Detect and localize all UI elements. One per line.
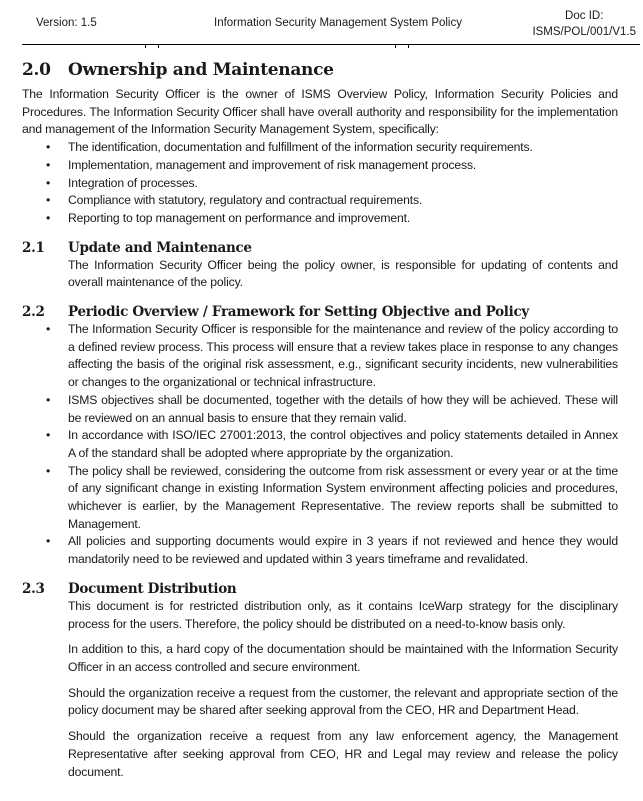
section-paragraph: Should the organization receive a request from any law enforcement agency, the Management Representative after seeking approval from CEO, HR and Legal may review and release the policy document. xyxy=(68,729,618,779)
list-item: • The policy shall be reviewed, considering the outcome from risk assessment or every year or at the time of any significant change in existing Information System environment affecting policies and procedures, whichever is earlier, by the Management Representative. The review reports shall be submitted to Management. xyxy=(46,463,618,531)
bullet-icon: • xyxy=(46,140,51,155)
bullet-icon: • xyxy=(46,428,51,443)
section-heading-2-1 xyxy=(22,239,618,257)
review-list xyxy=(22,321,618,569)
list-item: • In accordance with ISO/IEC 27001:2013, the control objectives and policy statements detailed in Annex A of the standard shall be adopted where appropriate by the organization. xyxy=(46,428,618,460)
section-paragraph: Should the organization receive a request from the customer, the relevant and appropriate section of the policy document may be shared after seeking approval from the CEO, HR and Department Head. xyxy=(68,685,618,718)
section-number: 2.2 xyxy=(22,304,45,321)
header-divider-tick xyxy=(395,44,396,48)
list-item: • Implementation, management and improvement of risk management process. xyxy=(22,157,618,175)
header-divider-tick xyxy=(145,44,146,48)
header-divider-tick xyxy=(408,44,409,48)
bullet-icon: • xyxy=(46,157,51,172)
list-item: • All policies and supporting documents would expire in 3 years if not reviewed and hence they would mandatorily need to be reviewed and updated within 3 years timeframe and revalidated. xyxy=(46,534,618,567)
section-title: Periodic Overview / Framework for Setting Objective and Policy xyxy=(68,304,529,321)
section-heading-2-3 xyxy=(22,580,618,598)
bullet-icon: • xyxy=(46,463,51,478)
list-item: • ISMS objectives shall be documented, together with the details of how they will be achieved. These will be reviewed on an annual basis to ensure that they remain valid. xyxy=(46,392,618,425)
section-title: Ownership and Maintenance xyxy=(68,60,334,80)
doc-id xyxy=(532,8,636,40)
section-intro: The Information Security Officer is the owner of ISMS Overview Policy, Information Security Policies and Procedures. The Information Security Officer shall have overall authority and responsibility for the implementation and management of the Information Security Management System, specifically: xyxy=(22,87,618,137)
section-paragraph: In addition to this, a hard copy of the documentation should be maintained with the Information Security Officer in an access controlled and secure environment. xyxy=(68,642,618,674)
list-item: • Reporting to top management on performance and improvement. xyxy=(22,210,618,228)
section-number: 2.0 xyxy=(22,60,51,80)
section-title: Update and Maintenance xyxy=(68,239,252,256)
section-paragraph: This document is for restricted distribution only, as it contains IceWarp strategy for the disciplinary process for the users. Therefore, the policy should be distributed on a need-to-know basis only. xyxy=(68,598,618,631)
header-divider-tick xyxy=(158,44,159,48)
section-title: Document Distribution xyxy=(68,580,237,597)
document-title: Information Security Management System Policy xyxy=(214,17,462,29)
version-label: Version: 1.5 xyxy=(36,17,97,29)
page-header xyxy=(22,0,640,45)
doc-id-value: ISMS/POL/001/V1.5 xyxy=(532,26,636,38)
section-body: The Information Security Officer being the policy owner, is responsible for updating of contents and overall maintenance of the policy. xyxy=(68,257,618,290)
section-number: 2.1 xyxy=(22,239,45,256)
bullet-icon: • xyxy=(46,210,51,225)
bullet-icon: • xyxy=(46,193,51,208)
section-heading-2-0 xyxy=(22,60,618,80)
list-item: • The Information Security Officer is responsible for the maintenance and review of the policy according to a defined review process. This process will ensure that a review takes place in response to any changes affecting the basis of the original risk assessment, e.g., significant security incidents, new vulnerabilities or changes to the organizational or technical infrastructure. xyxy=(46,322,618,390)
list-item: • Compliance with statutory, regulatory and contractual requirements. xyxy=(22,192,618,210)
responsibility-list xyxy=(22,139,618,228)
bullet-icon: • xyxy=(46,322,51,337)
bullet-icon: • xyxy=(46,534,51,549)
document-body xyxy=(22,60,618,781)
list-item: • Integration of processes. xyxy=(22,175,618,193)
section-number: 2.3 xyxy=(22,580,45,597)
section-heading-2-2 xyxy=(22,303,618,321)
doc-id-label: Doc ID: xyxy=(565,10,604,22)
list-item: • The identification, documentation and fulfillment of the information security requirements. xyxy=(22,139,618,157)
bullet-icon: • xyxy=(46,175,51,190)
bullet-icon: • xyxy=(46,392,51,407)
